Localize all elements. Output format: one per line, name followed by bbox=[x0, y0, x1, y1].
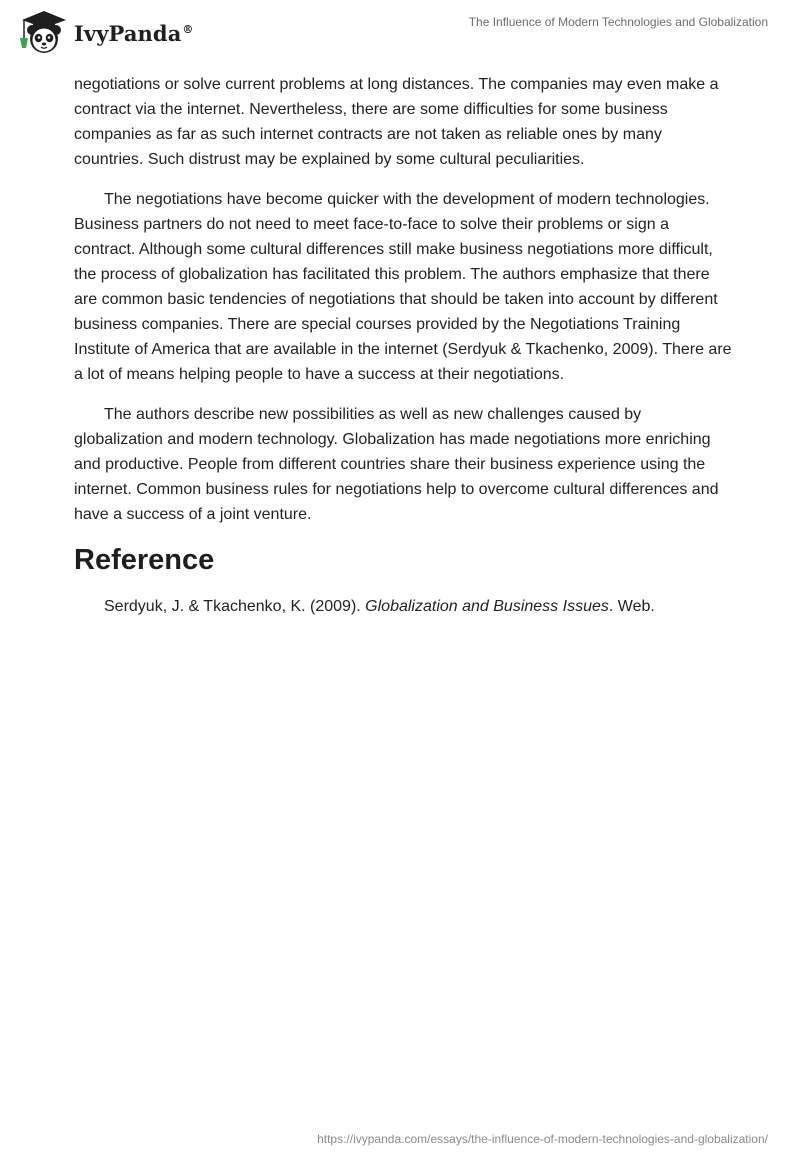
registered-mark: ® bbox=[182, 22, 194, 36]
reference-authors: Serdyuk, J. & Tkachenko, K. (2009). bbox=[104, 598, 366, 615]
page-header bbox=[0, 0, 800, 60]
panda-graduate-icon bbox=[14, 8, 70, 56]
reference-title: Globalization and Business Issues bbox=[365, 598, 609, 615]
essay-content bbox=[74, 72, 734, 619]
reference-entry bbox=[74, 594, 734, 619]
brand-logo[interactable] bbox=[14, 8, 194, 56]
document-title: The Influence of Modern Technologies and Globalization bbox=[468, 15, 768, 29]
source-url[interactable]: https://ivypanda.com/essays/the-influence-of-modern-technologies-and-globalization/ bbox=[317, 1132, 768, 1146]
reference-heading: Reference bbox=[74, 544, 215, 576]
reference-suffix: . Web. bbox=[608, 598, 655, 615]
body-paragraph-2: The negotiations have become quicker with the development of modern technologies. Business partners do not need to meet face-to-face to solve their problems or sign a contract. Although some cultural differences still make business negotiations more difficult, the process of globalization has facilitated this problem. The authors emphasize that there are common basic tendencies of negotiations that should be taken into account by different business companies. There are special courses provided by the Negotiations Training Institute of America that are available in the internet (Serdyuk & Tkachenko, 2009). There are a lot of means helping people to have a success at their negotiations. bbox=[74, 191, 732, 383]
body-paragraph-1: negotiations or solve current problems at long distances. The companies may even make a contract via the internet. Nevertheless, there are some difficulties for some business companies as far as such internet contracts are not taken as reliable ones by many countries. Such distrust may be explained by some cultural peculiarities. bbox=[74, 76, 719, 168]
body-paragraph-3: The authors describe new possibilities as well as new challenges caused by globalization and modern technology. Globalization has made negotiations more enriching and productive. People from different countries share their business experience using the internet. Common business rules for negotiations help to overcome cultural differences and have a success of a joint venture. bbox=[74, 406, 719, 523]
brand-name: IvyPanda® bbox=[74, 20, 194, 46]
